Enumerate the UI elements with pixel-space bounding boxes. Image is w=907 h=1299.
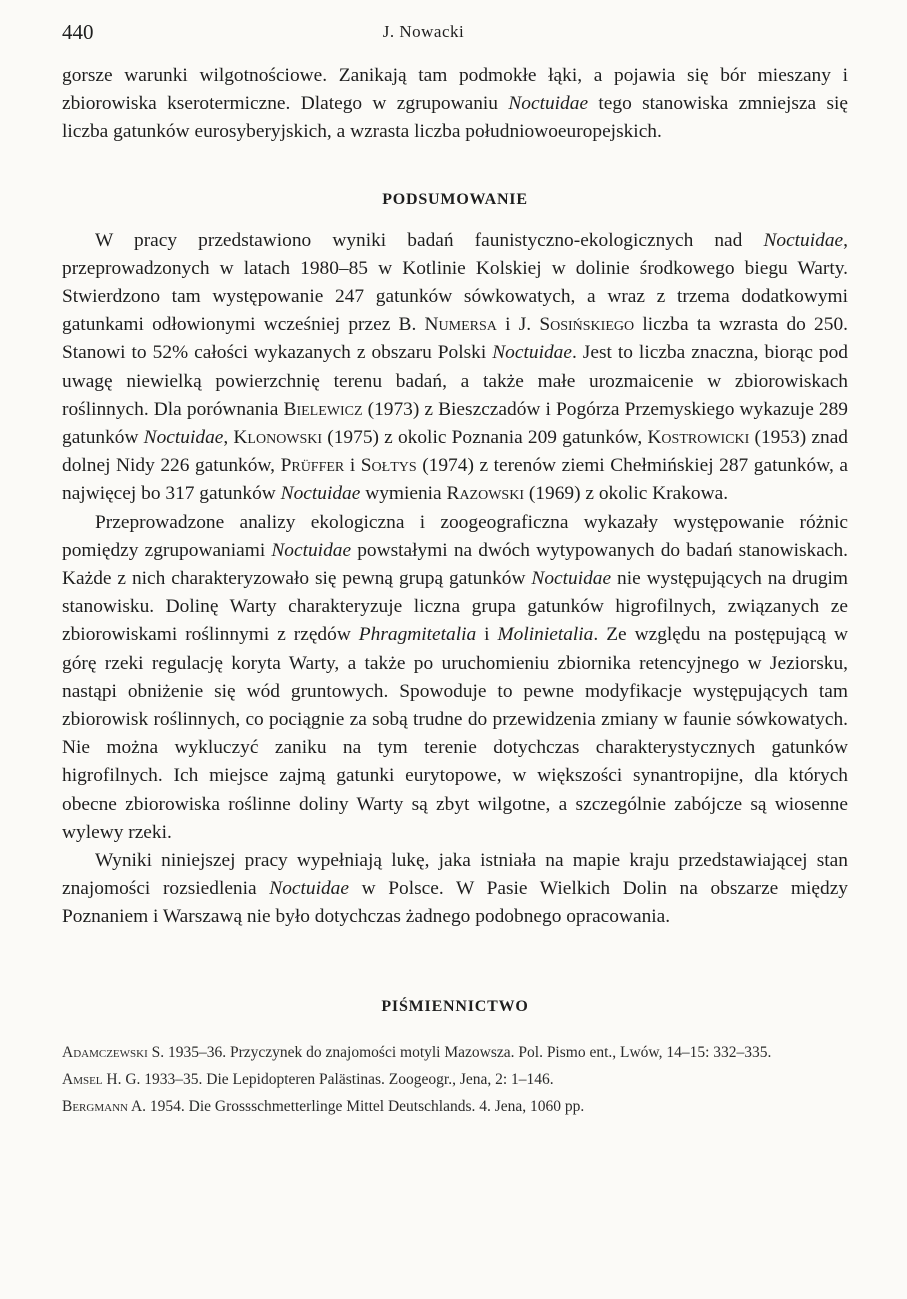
- page-header: [62, 20, 845, 50]
- page-number: 440: [62, 20, 94, 44]
- references-heading: PIŚMIENNICTWO: [381, 997, 529, 1015]
- summary-paragraph-1: W pracy przedstawiono wyniki badań faunistyczno-ekologicznych nad Noctuidae, przeprowadzonych w latach 1980–85 w Kotlinie Kolskiej w dolinie środkowego biegu Warty. Stwierdzono tam występowanie 247 gatunków sówkowatych, a wraz z trzema dodatkowymi gatunkami odłowionymi wcześniej przez B. Numersa i J. Sosińskiego liczba ta wzrasta do 250. Stanowi to 52% całości wykazanych z obszaru Polski Noctuidae. Jest to liczba znaczna, biorąc pod uwagę niewielką powierzchnię terenu badań, a także małe urozmaicenie w zbiorowiskach roślinnych. Dla porównania Bielewicz (1973) z Bieszczadów i Pogórza Przemyskiego wykazuje 289 gatunków Noctuidae, Klonowski (1975) z okolic Poznania 209 gatunków, Kostrowicki (1953) znad dolnej Nidy 226 gatunków, Prüffer i Sołtys (1974) z terenów ziemi Chełmińskiej 287 gatunków, a najwięcej bo 317 gatunków Noctuidae wymienia Razowski (1969) z okolic Krakowa.: [62, 229, 849, 505]
- running-head: J. Nowacki: [382, 22, 465, 41]
- reference-item: Amsel H. G. 1933–35. Die Lepidopteren Palästinas. Zoogeogr., Jena, 2: 1–146.: [62, 1070, 554, 1088]
- summary-paragraph-2: Przeprowadzone analizy ekologiczna i zoogeograficzna wykazały występowanie różnic pomiędzy zgrupowaniami Noctuidae powstałymi na dwóch wytypowanych do badań stanowiskach. Każde z nich charakteryzowało się pewną grupą gatunków Noctuidae nie występujących na drugim stanowisku. Dolinę Warty charakteryzuje liczna grupa gatunków higrofilnych, związanych ze zbiorowiskami roślinnymi z rzędów Phragmitetalia i Molinietalia. Ze względu na postępującą w górę rzeki regulację koryta Warty, a także po uruchomieniu zbiornika retencyjnego w Jeziorsku, nastąpi obniżenie się wód gruntowych. Spowoduje to pewne modyfikacje występujących tam zbiorowisk roślinnych, co pociągnie za sobą trudne do przewidzenia zmiany w faunie sówkowatych. Nie można wykluczyć zaniku na tym terenie dotychczas charakterystycznych gatunków higrofilnych. Ich miejsce zajmą gatunki eurytopowe, w większości synantropijne, dla których obecne zbiorowiska roślinne doliny Warty są zbyt wilgotne, a szczególnie zabójcze są wiosenne wylewy rzeki.: [62, 511, 848, 843]
- page-body: [62, 62, 848, 1123]
- reference-item: Adamczewski S. 1935–36. Przyczynek do znajomości motyli Mazowsza. Pol. Pismo ent., Lwów, 14–15: 332–335.: [62, 1043, 772, 1061]
- summary-paragraph-3: Wyniki niniejszej pracy wypełniają lukę, jaka istniała na mapie kraju przedstawiającej stan znajomości rozsiedlenia Noctuidae w Polsce. W Pasie Wielkich Dolin na obszarze między Poznaniem i Warszawą nie było dotychczas żadnego podobnego opracowania.: [62, 850, 848, 928]
- reference-list: [62, 1042, 848, 1117]
- reference-item: Bergmann A. 1954. Die Grossschmetterlinge Mittel Deutschlands. 4. Jena, 1060 pp.: [62, 1097, 585, 1115]
- summary-heading: PODSUMOWANIE: [382, 190, 528, 208]
- intro-paragraph: gorsze warunki wilgotnościowe. Zanikają tam podmokłe łąki, a pojawia się bór mieszany i zbiorowiska kserotermiczne. Dlatego w zgrupowaniu Noctuidae tego stanowiska zmniejsza się liczba gatunków eurosyberyjskich, a wzrasta liczba południowoeuropejskich.: [62, 65, 848, 143]
